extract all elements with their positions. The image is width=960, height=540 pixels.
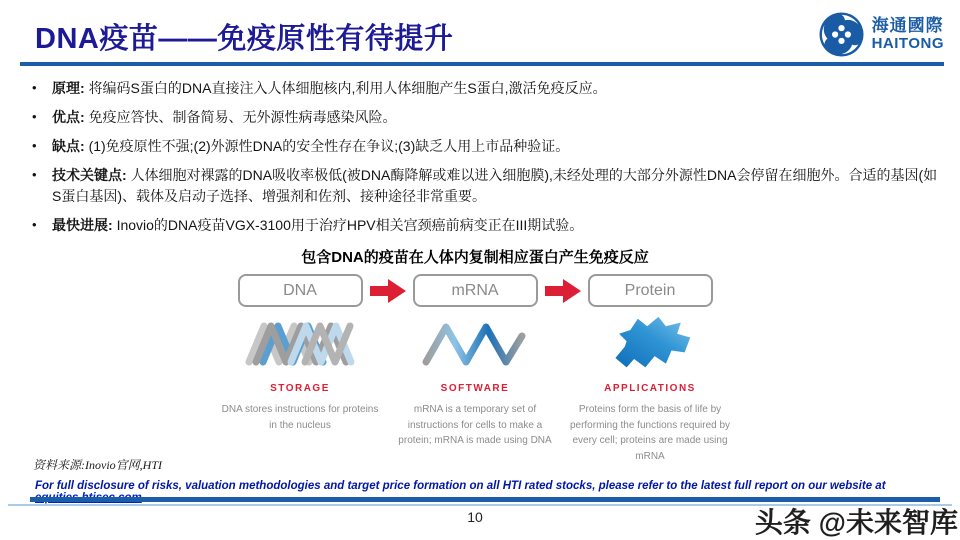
flow-box-dna: DNA [238,274,363,307]
stage-caption: mRNA is a temporary set of instructions for cells to make a protein; mRNA is made using DNA [398,404,552,446]
bullet-text: 免疫应答快、制备简易、无外源性病毒感染风险。 [88,109,397,125]
bullet-key-technology [30,165,938,207]
bullet-principle [30,78,938,99]
haitong-logo-icon [818,11,865,58]
stage-protein [563,313,738,464]
flow-arrow-icon [363,279,413,303]
bullet-marker: • [32,217,37,232]
flow-box-mrna: mRNA [413,274,538,307]
bullet-disadvantages [30,136,938,157]
logo-text-cn: 海通國際 [871,16,944,36]
stage-label: SOFTWARE [440,383,510,394]
page-number: 10 [467,509,483,525]
stage-dna [213,313,388,433]
bullet-label: 缺点: [52,138,85,154]
stage-label: STORAGE [270,383,330,394]
mrna-wave-icon [388,313,563,375]
page-title: DNA疫苗——免疫原性有待提升 [35,23,454,55]
stage-caption: DNA stores instructions for proteins in the nucleus [221,404,379,431]
source-note: 资料来源:Inovio官网,HTI [33,458,162,472]
bullet-label: 最快进展: [52,217,113,233]
flow-box-protein: Protein [588,274,713,307]
protein-blob-icon [563,313,738,375]
bullet-marker: • [32,80,37,95]
bullet-text: 人体细胞对裸露的DNA吸收率极低(被DNA酶降解或难以进入细胞膜),未经处理的大部分外源性DNA会停留在细胞外。合适的基因(如S蛋白基因)、载体及启动子选择、增强剂和佐剂、接种途径非常重要。 [52,167,938,204]
stage-caption: Proteins form the basis of life by performing the functions required by every cell; proteins are made using mRNA [569,404,731,462]
bullet-marker: • [32,167,37,182]
dna-vaccine-diagram [0,246,950,464]
diagram-title: 包含DNA的疫苗在人体内复制相应蛋白产生免疫反应 [301,249,649,266]
haitong-logo [818,11,944,58]
header-divider [20,62,944,66]
bullet-advantages [30,107,938,128]
watermark: 头条 @未来智库 [754,507,958,538]
disclaimer-text: For full disclosure of risks, valuation methodologies and target price formation on all HTI rated stocks, please refer to the latest full report on our website at [35,480,886,492]
bullet-list [30,78,938,244]
stage-label: APPLICATIONS [604,383,696,394]
flow-arrow-icon [538,279,588,303]
dna-helix-icon [213,313,388,375]
flow-row [0,274,950,307]
logo-text [872,17,944,52]
bullet-label: 技术关键点: [52,167,127,183]
stage-mrna [388,313,563,449]
bullet-text: (1)免疫原性不强;(2)外源性DNA的安全性存在争议;(3)缺乏人用上市品种验证。 [88,138,570,154]
bullet-text: Inovio的DNA疫苗VGX-3100用于治疗HPV相关宫颈癌前病变正在III期试验。 [116,217,584,233]
bullet-marker: • [32,109,37,124]
stage-row [0,313,950,464]
bullet-fastest-progress [30,215,938,236]
bullet-label: 优点: [52,109,85,125]
logo-text-en: HAITONG [871,34,944,52]
bullet-label: 原理: [52,80,85,96]
bullet-text: 将编码S蛋白的DNA直接注入人体细胞核内,利用人体细胞产生S蛋白,激活免疫反应。 [88,80,607,96]
bullet-marker: • [32,138,37,153]
